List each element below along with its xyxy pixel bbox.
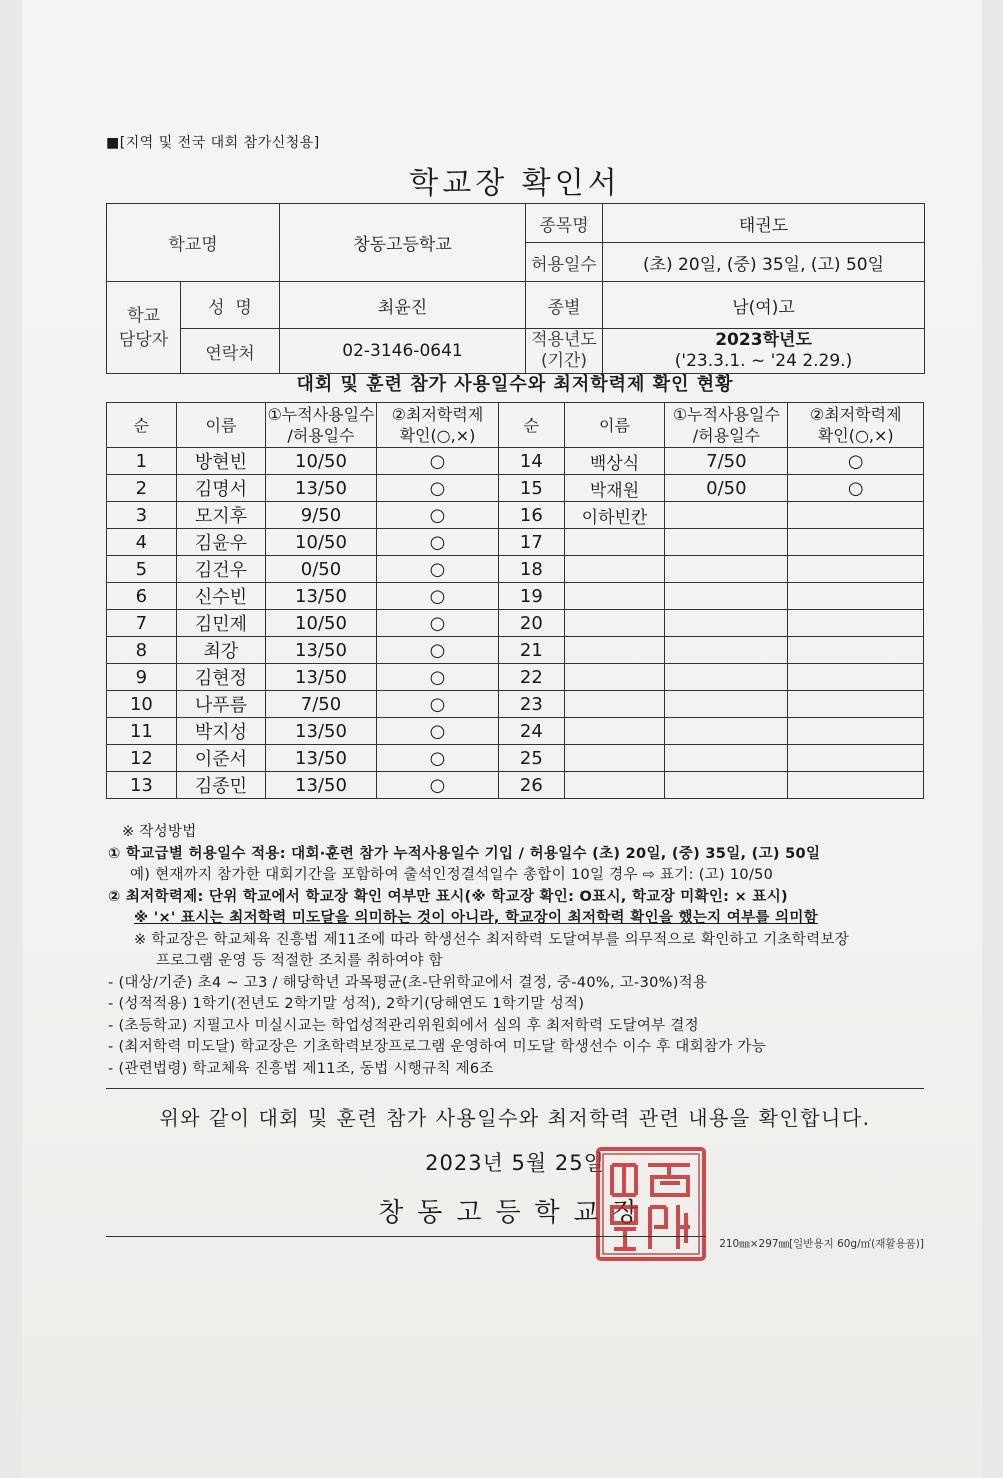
left-days: 0/50 — [266, 556, 377, 583]
left-no: 13 — [107, 772, 177, 799]
table-row — [107, 475, 924, 502]
instructions — [108, 822, 924, 1080]
left-check: ○ — [376, 664, 498, 691]
left-days: 13/50 — [266, 583, 377, 610]
note-1: ① 학교급별 허용일수 적용: 대회·훈련 참가 누적사용일수 기입 / 허용일수 (초) 20일, (중) 35일, (고) 50일 — [108, 845, 821, 862]
note-2a: ※ '×' 표시는 최저학력 미도달을 의미하는 것이 아니라, 학교장이 최저학력 확인을 했는지 여부를 의미함 — [134, 910, 818, 926]
table-row — [107, 448, 924, 475]
right-check — [788, 718, 924, 745]
left-days: 13/50 — [266, 475, 377, 502]
header-check: ②최저학력제 확인(○,×) — [788, 403, 924, 448]
right-no: 19 — [499, 583, 565, 610]
right-no: 15 — [499, 475, 565, 502]
right-no: 17 — [499, 529, 565, 556]
header-check: ②최저학력제 확인(○,×) — [376, 403, 498, 448]
left-name: 최강 — [176, 637, 265, 664]
header-no: 순 — [499, 403, 565, 448]
event-label: 종목명 — [526, 204, 603, 243]
school-label: 학교명 — [107, 204, 280, 282]
contact-value: 02-3146-0641 — [280, 329, 526, 374]
left-days: 13/50 — [266, 664, 377, 691]
right-check — [788, 664, 924, 691]
gender-label: 종별 — [526, 282, 603, 329]
allowed-days-value: (초) 20일, (중) 35일, (고) 50일 — [603, 243, 925, 282]
right-no: 14 — [499, 448, 565, 475]
section-title: 대회 및 훈련 참가 사용일수와 최저학력제 확인 현황 — [296, 374, 734, 395]
left-no: 5 — [107, 556, 177, 583]
right-days — [665, 772, 788, 799]
left-no: 3 — [107, 502, 177, 529]
header-days: ①누적사용일수 /허용일수 — [266, 403, 377, 448]
left-no: 9 — [107, 664, 177, 691]
right-no: 25 — [499, 745, 565, 772]
divider-bottom — [106, 1236, 706, 1237]
left-check: ○ — [376, 556, 498, 583]
left-check: ○ — [376, 448, 498, 475]
left-name: 모지후 — [176, 502, 265, 529]
divider-top — [106, 1088, 924, 1089]
form-tag: ■[지역 및 전국 대회 참가신청용] — [106, 135, 320, 151]
detail-4: - (최저학력 미도달) 학교장은 기초학력보장프로그램 운영하여 미도달 학생선수 이수 후 대회참가 가능 — [108, 1039, 767, 1055]
right-no: 18 — [499, 556, 565, 583]
athlete-table-body — [107, 403, 924, 799]
left-days: 13/50 — [266, 718, 377, 745]
right-days — [665, 637, 788, 664]
table-row — [107, 664, 924, 691]
left-days: 10/50 — [266, 529, 377, 556]
right-name: 이하빈칸 — [564, 502, 665, 529]
table-row — [107, 529, 924, 556]
table-row — [107, 691, 924, 718]
left-days: 13/50 — [266, 637, 377, 664]
detail-3: - (초등학교) 지필고사 미실시교는 학업성적관리위원회에서 심의 후 최저학력 도달여부 결정 — [108, 1017, 699, 1034]
left-no: 4 — [107, 529, 177, 556]
right-name — [564, 691, 665, 718]
header-days: ①누적사용일수 /허용일수 — [665, 403, 788, 448]
right-no: 21 — [499, 637, 565, 664]
right-days — [665, 718, 788, 745]
right-name — [564, 583, 665, 610]
right-days — [665, 664, 788, 691]
table-row — [107, 502, 924, 529]
detail-5: - (관련법령) 학교체육 진흥법 제11조, 동법 시행규칙 제6조 — [108, 1060, 494, 1077]
right-check — [788, 637, 924, 664]
right-check — [788, 610, 924, 637]
right-no: 23 — [499, 691, 565, 718]
right-days — [665, 691, 788, 718]
right-name — [564, 529, 665, 556]
header-name: 이름 — [176, 403, 265, 448]
right-no: 24 — [499, 718, 565, 745]
note-2: ② 최저학력제: 단위 학교에서 학교장 확인 여부만 표시(※ 학교장 확인: O표시, 학교장 미확인: × 표시) — [108, 888, 788, 905]
gender-value: 남(여)고 — [603, 282, 925, 329]
school-name: 창동고등학교 — [280, 204, 526, 282]
right-name — [564, 772, 665, 799]
year-cell — [603, 329, 925, 374]
left-name: 박지성 — [176, 718, 265, 745]
right-check: ○ — [788, 448, 924, 475]
staff-name: 최윤진 — [280, 282, 526, 329]
left-name: 김명서 — [176, 475, 265, 502]
right-name: 박재원 — [564, 475, 665, 502]
right-check — [788, 556, 924, 583]
notes-heading: ※ 작성방법 — [122, 824, 197, 840]
left-name: 김윤우 — [176, 529, 265, 556]
detail-1: - (대상/기준) 초4 ~ 고3 / 해당학년 과목평균(초-단위학교에서 결정, 중-40%, 고-30%)적용 — [108, 974, 708, 991]
right-no: 20 — [499, 610, 565, 637]
period-value: ('23.3.1. ~ '24 2.29.) — [674, 351, 853, 371]
right-no: 16 — [499, 502, 565, 529]
right-no: 26 — [499, 772, 565, 799]
left-no: 11 — [107, 718, 177, 745]
right-days — [665, 610, 788, 637]
left-no: 2 — [107, 475, 177, 502]
table-row — [107, 772, 924, 799]
left-no: 6 — [107, 583, 177, 610]
official-seal-stamp — [592, 1143, 710, 1265]
left-name: 신수빈 — [176, 583, 265, 610]
right-check — [788, 745, 924, 772]
right-check: ○ — [788, 475, 924, 502]
left-check: ○ — [376, 502, 498, 529]
header-name: 이름 — [564, 403, 665, 448]
left-name: 김종민 — [176, 772, 265, 799]
paper-spec: 210㎜×297㎜[일반용지 60g/㎡(재활용품)] — [719, 1238, 924, 1250]
right-days: 7/50 — [665, 448, 788, 475]
header-no: 순 — [107, 403, 177, 448]
left-check: ○ — [376, 610, 498, 637]
confirm-statement: 위와 같이 대회 및 훈련 참가 사용일수와 최저학력 관련 내용을 확인합니다. — [159, 1106, 871, 1130]
left-check: ○ — [376, 583, 498, 610]
right-name — [564, 637, 665, 664]
left-name: 김민제 — [176, 610, 265, 637]
left-days: 7/50 — [266, 691, 377, 718]
allowed-days-label: 허용일수 — [526, 243, 603, 282]
right-days — [665, 745, 788, 772]
right-check — [788, 691, 924, 718]
table-header-row — [107, 403, 924, 448]
table-row — [107, 637, 924, 664]
issue-date: 2023년 5월 25일 — [425, 1151, 605, 1175]
right-no: 22 — [499, 664, 565, 691]
left-no: 12 — [107, 745, 177, 772]
right-check — [788, 529, 924, 556]
right-days — [665, 529, 788, 556]
right-name — [564, 610, 665, 637]
right-name — [564, 718, 665, 745]
left-days: 13/50 — [266, 745, 377, 772]
right-days — [665, 556, 788, 583]
right-check — [788, 583, 924, 610]
right-name — [564, 664, 665, 691]
left-no: 1 — [107, 448, 177, 475]
staff-label: 학교 담당자 — [107, 282, 181, 374]
left-check: ○ — [376, 718, 498, 745]
right-name: 백상식 — [564, 448, 665, 475]
left-check: ○ — [376, 475, 498, 502]
table-row — [107, 556, 924, 583]
year-label: 적용년도 (기간) — [526, 329, 603, 374]
detail-2: - (성적적용) 1학기(전년도 2학기말 성적), 2학기(당해연도 1학기말 성적) — [108, 996, 585, 1012]
left-check: ○ — [376, 691, 498, 718]
left-check: ○ — [376, 745, 498, 772]
contact-label: 연락처 — [181, 329, 280, 374]
right-check — [788, 772, 924, 799]
right-days — [665, 502, 788, 529]
right-days: 0/50 — [665, 475, 788, 502]
left-name: 방현빈 — [176, 448, 265, 475]
right-days — [665, 583, 788, 610]
left-name: 나푸름 — [176, 691, 265, 718]
right-check — [788, 502, 924, 529]
info-table — [106, 203, 925, 374]
name-label: 성 명 — [181, 282, 280, 329]
left-days: 10/50 — [266, 610, 377, 637]
left-check: ○ — [376, 772, 498, 799]
note-2b: ※ 학교장은 학교체육 진흥법 제11조에 따라 학생선수 최저학력 도달여부를 의무적으로 확인하고 기초학력보장 — [134, 931, 850, 948]
left-days: 10/50 — [266, 448, 377, 475]
document-page — [22, 0, 982, 1478]
right-name — [564, 556, 665, 583]
table-row — [107, 583, 924, 610]
left-days: 13/50 — [266, 772, 377, 799]
left-name: 이준서 — [176, 745, 265, 772]
note-1-example: 예) 현재까지 참가한 대회기간을 포함하여 출석인정결석일수 총합이 10일 경우 ⇨ 표기: (고) 10/50 — [130, 867, 774, 883]
left-check: ○ — [376, 637, 498, 664]
principal-signature: 창동고등학교장 — [378, 1198, 652, 1228]
table-row — [107, 745, 924, 772]
note-2c: 프로그램 운영 등 적절한 조치를 취하여야 함 — [156, 953, 443, 969]
table-row — [107, 610, 924, 637]
left-days: 9/50 — [266, 502, 377, 529]
left-no: 7 — [107, 610, 177, 637]
athlete-table — [106, 402, 924, 799]
right-name — [564, 745, 665, 772]
left-name: 김건우 — [176, 556, 265, 583]
left-name: 김현정 — [176, 664, 265, 691]
left-no: 10 — [107, 691, 177, 718]
document-title: 학교장 확인서 — [409, 166, 621, 201]
event-value: 태권도 — [603, 204, 925, 243]
table-row — [107, 718, 924, 745]
year-value: 2023학년도 — [715, 330, 812, 350]
left-check: ○ — [376, 529, 498, 556]
left-no: 8 — [107, 637, 177, 664]
